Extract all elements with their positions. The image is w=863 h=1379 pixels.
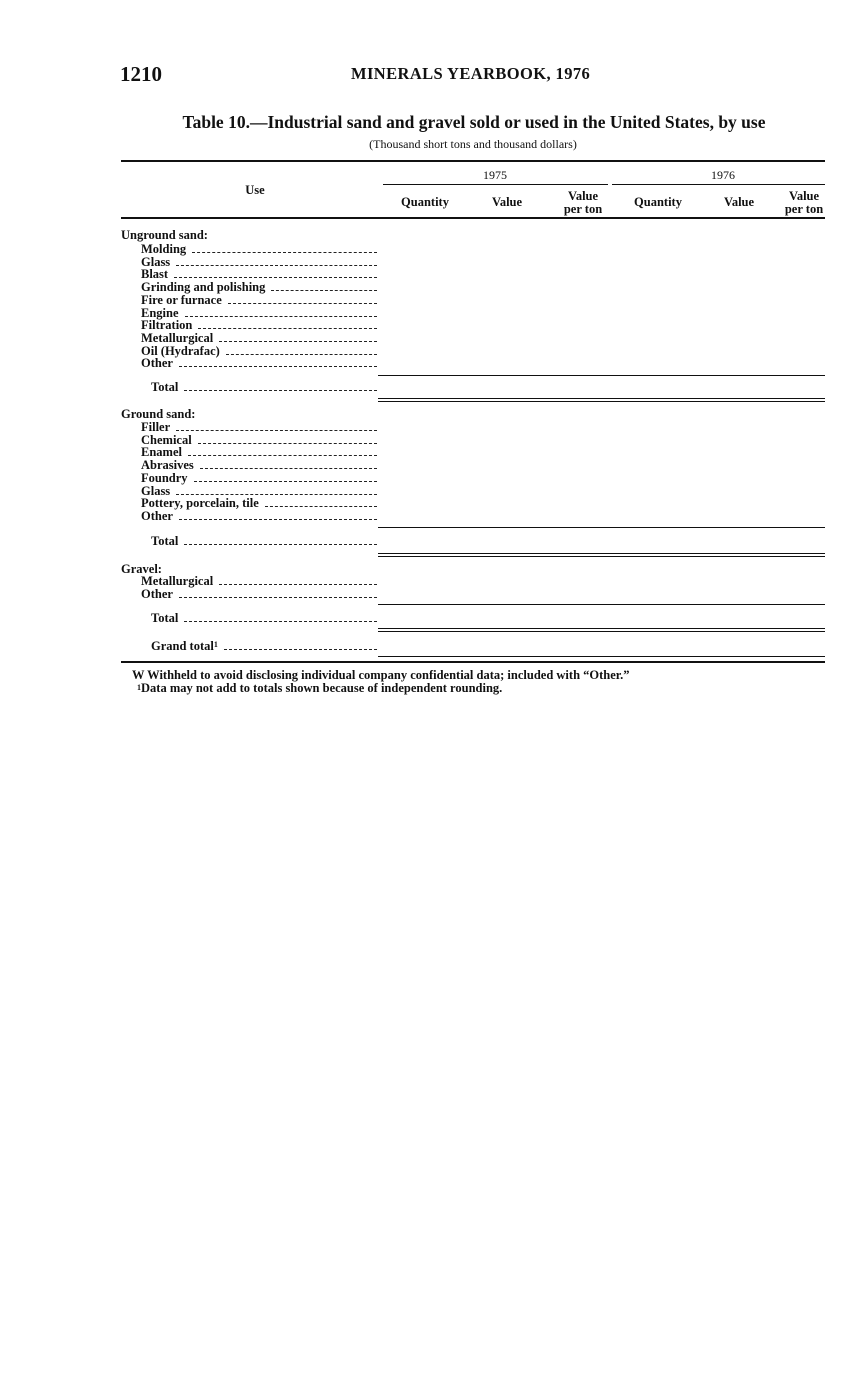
row-label: Glass [141,254,171,269]
row-label: Filler [141,420,171,434]
header-value-1975: Value [491,195,523,209]
row-label: Total [151,380,179,394]
leader-dots [185,316,377,317]
row-label: Enamel [141,445,182,460]
year-1975-rule [383,184,608,185]
footnote-rounding-text: Data may not add to totals shown because of independent rounding. [141,681,503,695]
total-rule [378,398,825,399]
leader-dots [224,649,377,650]
header-value-1976: Value [723,195,755,209]
subtotal-rule [378,527,825,528]
row-label: Glass [141,483,171,498]
running-head: MINERALS YEARBOOK, 1976 [351,64,591,83]
leader-dots [174,277,377,278]
leader-dots [219,341,377,342]
row-label: Molding [141,242,187,256]
group-heading: Ground sand: [121,407,196,421]
row-label: Blast [141,267,169,282]
leader-dots [184,544,377,545]
row-label: Metallurgical [141,574,214,588]
subtotal-rule [378,604,825,605]
row-label: Chemical [141,432,192,447]
footnote-mark: 1 [137,683,141,692]
total-rule [378,553,825,554]
header-year-1976: 1976 [711,168,735,182]
row-label: Engine [141,305,179,320]
table-subtitle: (Thousand short tons and thousand dollars) [369,137,577,151]
footnote-withheld: W Withheld to avoid disclosing individual company confidential data; included with “Other.” [132,668,630,682]
table-bottom-rule [121,661,825,663]
row-label: Filtration [141,318,193,333]
total-rule [378,401,825,402]
footnote-mark: 1 [213,640,218,649]
leader-dots [184,621,377,622]
page-number: 1210 [120,62,162,86]
total-rule [378,631,825,632]
header-quantity-1975: Quantity [401,195,449,209]
header-value-per-ton-1975 [553,190,613,216]
header-value-per-ton-1976 [774,190,834,216]
leader-dots [179,366,377,367]
group-heading: Gravel: [121,562,162,576]
row-label: Abrasives [141,458,194,473]
grand-total-rule [378,656,825,657]
row-label: Other [141,586,173,601]
header-use: Use [245,183,265,197]
leader-dots [176,430,377,431]
leader-dots [192,252,377,253]
leader-dots [198,328,377,329]
leader-dots [176,494,377,495]
row-label: Metallurgical [141,330,214,345]
leader-dots [194,481,377,482]
leader-dots [179,597,377,598]
leader-dots [188,455,377,456]
leader-dots [219,584,377,585]
row-label: Total [151,534,179,548]
row-label: Grinding and polishing [141,280,266,295]
group-heading: Unground sand: [121,228,208,242]
table-title: Table 10.—Industrial sand and gravel sold or used in the United States, by use [182,112,766,132]
leader-dots [200,468,377,469]
top-rule [121,160,825,162]
header-value-per-ton-line1: Value [567,189,599,203]
leader-dots [271,290,377,291]
header-value-per-ton-line2: per ton [784,202,824,216]
total-rule [378,556,825,557]
leader-dots [198,443,377,444]
leader-dots [184,390,377,391]
row-label: Other [141,508,173,523]
leader-dots [265,506,377,507]
row-label: Grand total$^1$ [151,639,218,653]
leader-dots [176,265,377,266]
row-label: Total [151,611,179,625]
row-label: Pottery, porcelain, tile [141,496,259,511]
total-rule [378,628,825,629]
footnote-rounding [137,682,502,695]
leader-dots [179,519,377,520]
header-value-per-ton-line2: per ton [563,202,603,216]
header-value-per-ton-line1: Value [788,189,820,203]
row-label: Fire or furnace [141,292,222,307]
year-1976-rule [612,184,825,185]
header-quantity-1976: Quantity [634,195,682,209]
leader-dots [228,303,377,304]
leader-dots [226,354,377,355]
row-label: Foundry [141,470,188,485]
header-bottom-rule [121,217,825,219]
row-label: Oil (Hydrafac) [141,343,220,358]
header-year-1975: 1975 [483,168,507,182]
row-label: Other [141,356,173,371]
subtotal-rule [378,375,825,376]
